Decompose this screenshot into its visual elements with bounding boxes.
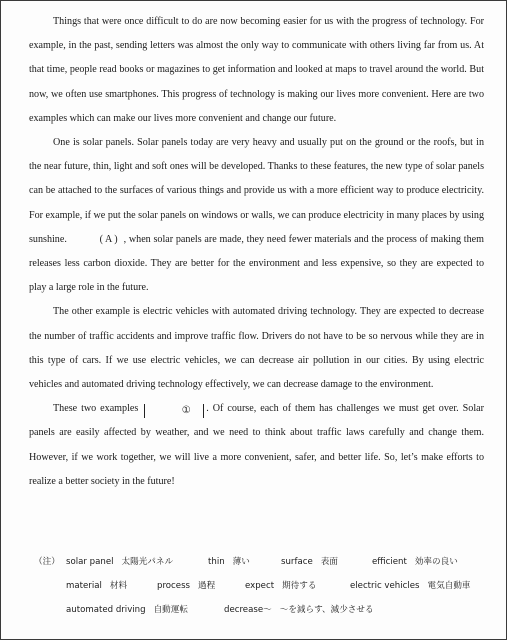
paragraph-text: One is solar panels. Solar panels today are very heavy and usually put on the ground or the roofs, but in the near future, thin, light and soft ones will be developed. Thanks to these features, the new type of solar panels can be attached to the surfaces of various things and provide us with a more efficient way to produce electricity. For example, if we put the solar panels on windows or walls, we can produce electricity in many places by using sunshine.: [29, 137, 484, 245]
note-term: efficient: [372, 557, 407, 567]
vocabulary-notes: [34, 555, 489, 627]
paragraph-electric-vehicles: [29, 300, 484, 397]
note-term: process: [157, 581, 191, 591]
paragraph-conclusion: [29, 397, 484, 494]
note-item: [66, 579, 127, 591]
reading-passage: [29, 10, 484, 494]
note-meaning: 太陽光パネル: [121, 557, 174, 567]
notes-row: [34, 603, 489, 627]
note-item: [350, 579, 471, 591]
paragraph-text: . Of course, each of them has challenges we must get over. Solar panels are easily affected by weather, and we need to think about traffic laws carefully and change them. However, if we work together, we will live a more convenient, safer, and better life. So, let’s make efforts to realize a better society in the future!: [29, 403, 484, 487]
note-meaning: 過程: [198, 581, 216, 591]
notes-row: [34, 555, 489, 579]
note-term: thin: [208, 557, 225, 567]
note-item: [224, 603, 374, 615]
blank-marker-a: ( A ): [99, 233, 118, 245]
note-term: decrease～: [224, 605, 272, 615]
note-meaning: 表面: [320, 557, 338, 567]
note-meaning: 効率の良い: [414, 557, 458, 567]
note-term: electric vehicles: [350, 581, 420, 591]
answer-blank-1: ①: [144, 404, 204, 418]
note-meaning: 期待する: [282, 581, 317, 591]
note-item: [157, 579, 215, 591]
note-meaning: 電気自動車: [427, 581, 471, 591]
note-item: [66, 603, 188, 615]
note-meaning: ～を減らす、減少させる: [279, 605, 374, 615]
notes-label: （注）: [34, 557, 60, 567]
paragraph-text: The other example is electric vehicles with automated driving technology. They are expected to decrease the number of traffic accidents and improve traffic flow. Drivers do not have to be so nervous while they are in this type of cars. If we use electric vehicles, we can decrease air pollution in our cities. By using electric vehicles and automated driving technology effectively, we can decrease damage to the environment.: [29, 306, 484, 391]
paragraph-text: Things that were once difficult to do are now becoming easier for us with the progress of technology. For example, in the past, sending letters was almost the only way to communicate with others living far from us. At that time, people read books or magazines to get information and looked at maps to travel around the world. But now, we often use smartphones. This progress of technology is making our lives more convenient. Here are two examples which can make our lives more convenient and change our future.: [29, 16, 484, 124]
note-term: solar panel: [66, 557, 114, 567]
paragraph-text: , when solar panels are made, they need fewer materials and the process of making them releases less carbon dioxide. They are better for the environment and less expensive, so they are expected to play a large role in the future.: [29, 233, 484, 294]
note-meaning: 材料: [109, 581, 128, 591]
note-meaning: 薄い: [232, 557, 250, 567]
note-item: [281, 555, 338, 567]
note-term: automated driving: [66, 605, 146, 615]
note-term: material: [66, 581, 102, 591]
note-item: [208, 555, 250, 567]
note-item: [245, 579, 316, 591]
note-item: [66, 555, 173, 567]
paragraph-intro: [29, 10, 484, 131]
note-term: surface: [281, 557, 313, 567]
note-item: [372, 555, 458, 567]
paragraph-solar-panels: [29, 131, 484, 300]
note-term: expect: [245, 581, 275, 591]
paragraph-text: These two examples: [53, 403, 139, 415]
notes-row: [34, 579, 489, 603]
note-meaning: 自動運転: [153, 605, 188, 615]
